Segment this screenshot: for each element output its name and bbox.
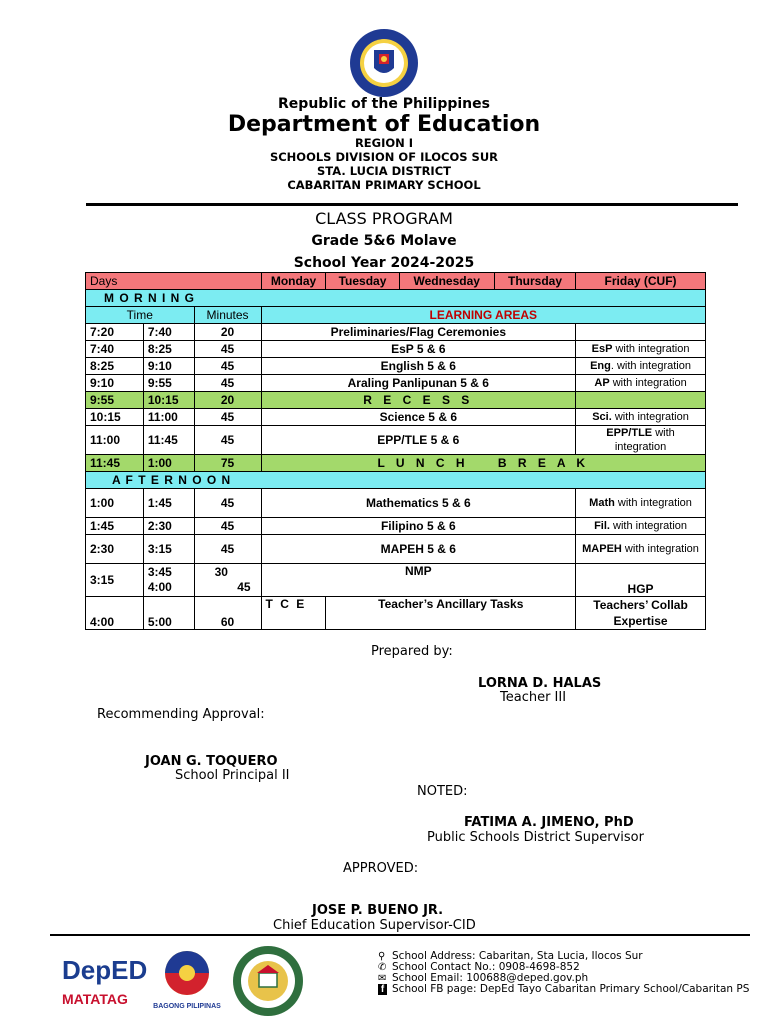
friday-note: Eng. with integration <box>576 358 706 375</box>
school-email: ✉ School Email: 100688@deped.gov.ph <box>378 972 589 984</box>
learning-area: EsP 5 & 6 <box>261 341 576 358</box>
end-time: 9:10 <box>143 358 194 375</box>
table-row <box>86 341 706 358</box>
learning-area: Mathematics 5 & 6 <box>261 489 576 518</box>
learning-area: Preliminaries/Flag Ceremonies <box>261 324 576 341</box>
learning-area: EPP/TLE 5 & 6 <box>261 426 576 455</box>
day-friday: Friday (CUF) <box>576 273 706 290</box>
class-program-table <box>85 272 706 630</box>
noted-name: FATIMA A. JIMENO, PhD <box>464 815 634 830</box>
header-region: REGION I <box>354 136 414 150</box>
noted-label: NOTED: <box>417 784 468 799</box>
friday-note: Sci. with integration <box>576 409 706 426</box>
minutes: 45 <box>194 341 261 358</box>
end-time: 11:00 <box>143 409 194 426</box>
columns-row <box>86 307 706 324</box>
table-row <box>86 426 706 455</box>
facebook-icon: f <box>378 984 387 995</box>
school-year: School Year 2024-2025 <box>293 255 475 271</box>
friday-note: Teachers’ Collab Expertise <box>576 597 706 630</box>
table-row <box>86 597 706 630</box>
day-tuesday: Tuesday <box>326 273 399 290</box>
learning-area: Teacher’s Ancillary Tasks <box>326 597 576 630</box>
table-row <box>86 564 706 597</box>
end-time: 7:40 <box>143 324 194 341</box>
minutes: 45 <box>194 518 261 535</box>
recommending-label: Recommending Approval: <box>97 707 265 722</box>
friday-note <box>576 392 706 409</box>
minutes: 60 <box>194 597 261 630</box>
learning-area: Science 5 & 6 <box>261 409 576 426</box>
deped-matatag-logo: DepED MATATAG <box>62 955 148 1007</box>
minutes: 45 <box>194 489 261 518</box>
afternoon-label: A F T E R N O O N <box>86 472 706 489</box>
approved-label: APPROVED: <box>343 861 419 876</box>
minutes: 75 <box>194 455 261 472</box>
grade-section: Grade 5&6 Molave <box>311 233 457 249</box>
start-time: 10:15 <box>86 409 144 426</box>
doc-title: CLASS PROGRAM <box>315 209 453 228</box>
start-time: 9:55 <box>86 392 144 409</box>
school-address: ⚲ School Address: Cabaritan, Sta Lucia, Ilocos Sur <box>378 950 643 962</box>
friday-note: MAPEH with integration <box>576 535 706 564</box>
footer-divider <box>50 934 750 936</box>
recess-label: R E C E S S <box>261 392 576 409</box>
noted-title: Public Schools District Supervisor <box>427 830 644 845</box>
header-division: SCHOOLS DIVISION OF ILOCOS SUR <box>269 150 499 164</box>
morning-label: M O R N I N G <box>86 290 706 307</box>
start-time: 2:30 <box>86 535 144 564</box>
friday-note <box>576 324 706 341</box>
days-label: Days <box>86 273 262 290</box>
bagong-pilipinas-logo: BAGONG PILIPINAS <box>152 947 222 1013</box>
email-icon: ✉ <box>378 973 387 984</box>
start-time: 3:15 <box>86 564 144 597</box>
end-time: 10:15 <box>143 392 194 409</box>
learning-area: Araling Panlipunan 5 & 6 <box>261 375 576 392</box>
friday-note: EsP with integration <box>576 341 706 358</box>
table-row <box>86 358 706 375</box>
friday-note: Math with integration <box>576 489 706 518</box>
day-wednesday: Wednesday <box>399 273 494 290</box>
start-time: 1:45 <box>86 518 144 535</box>
col-time: Time <box>86 307 195 324</box>
day-monday: Monday <box>261 273 326 290</box>
prepared-label: Prepared by: <box>371 644 453 659</box>
approved-title: Chief Education Supervisor-CID <box>273 918 476 933</box>
header-department: Department of Education <box>227 112 541 137</box>
afternoon-row <box>86 472 706 489</box>
recess-row <box>86 392 706 409</box>
start-time: 7:20 <box>86 324 144 341</box>
learning-area: English 5 & 6 <box>261 358 576 375</box>
school-fb: f School FB page: DepEd Tayo Cabaritan Primary School/Cabaritan PS <box>378 984 749 995</box>
prepared-title: Teacher III <box>500 690 567 705</box>
table-row <box>86 489 706 518</box>
friday-note: AP with integration <box>576 375 706 392</box>
tce-label: T C E <box>261 597 326 630</box>
lunch-label: L U N C H B R E A K <box>261 455 705 472</box>
friday-note: HGP <box>576 564 706 597</box>
minutes: 45 <box>194 426 261 455</box>
lunch-row <box>86 455 706 472</box>
minutes: 30 45 <box>194 564 261 597</box>
end-time: 3:15 <box>143 535 194 564</box>
school-contact: ✆ School Contact No.: 0908-4698-852 <box>378 961 580 973</box>
deped-seal-logo <box>349 28 419 98</box>
start-time: 7:40 <box>86 341 144 358</box>
col-learning-areas: LEARNING AREAS <box>429 308 538 322</box>
morning-row <box>86 290 706 307</box>
prepared-name: LORNA D. HALAS <box>478 676 602 691</box>
end-time: 2:30 <box>143 518 194 535</box>
approved-name: JOSE P. BUENO JR. <box>312 903 444 918</box>
learning-area: Filipino 5 & 6 <box>261 518 576 535</box>
location-pin-icon: ⚲ <box>378 951 386 962</box>
start-time: 11:00 <box>86 426 144 455</box>
end-time: 1:00 <box>143 455 194 472</box>
recommending-title: School Principal II <box>175 768 290 783</box>
minutes: 45 <box>194 358 261 375</box>
minutes: 20 <box>194 392 261 409</box>
header-school: CABARITAN PRIMARY SCHOOL <box>287 178 481 192</box>
minutes: 45 <box>194 535 261 564</box>
learning-area: MAPEH 5 & 6 <box>261 535 576 564</box>
table-row <box>86 409 706 426</box>
start-time: 8:25 <box>86 358 144 375</box>
table-row <box>86 375 706 392</box>
day-thursday: Thursday <box>494 273 575 290</box>
recommending-name: JOAN G. TOQUERO <box>145 754 278 769</box>
end-time: 3:45 4:00 <box>143 564 194 597</box>
table-row <box>86 518 706 535</box>
school-seal-logo <box>232 945 304 1017</box>
start-time: 1:00 <box>86 489 144 518</box>
start-time: 9:10 <box>86 375 144 392</box>
col-minutes: Minutes <box>194 307 261 324</box>
learning-area: NMP <box>261 564 576 597</box>
end-time: 11:45 <box>143 426 194 455</box>
header-district: STA. LUCIA DISTRICT <box>317 164 451 178</box>
friday-note: Fil. with integration <box>576 518 706 535</box>
end-time: 9:55 <box>143 375 194 392</box>
table-row <box>86 535 706 564</box>
days-row <box>86 273 706 290</box>
minutes: 45 <box>194 409 261 426</box>
minutes: 45 <box>194 375 261 392</box>
end-time: 8:25 <box>143 341 194 358</box>
table-row <box>86 324 706 341</box>
header-republic: Republic of the Philippines <box>278 96 490 112</box>
header-divider <box>86 203 738 206</box>
end-time: 5:00 <box>143 597 194 630</box>
minutes: 20 <box>194 324 261 341</box>
phone-icon: ✆ <box>378 962 387 973</box>
end-time: 1:45 <box>143 489 194 518</box>
start-time: 4:00 <box>86 597 144 630</box>
start-time: 11:45 <box>86 455 144 472</box>
friday-note: EPP/TLE with integration <box>576 426 706 455</box>
